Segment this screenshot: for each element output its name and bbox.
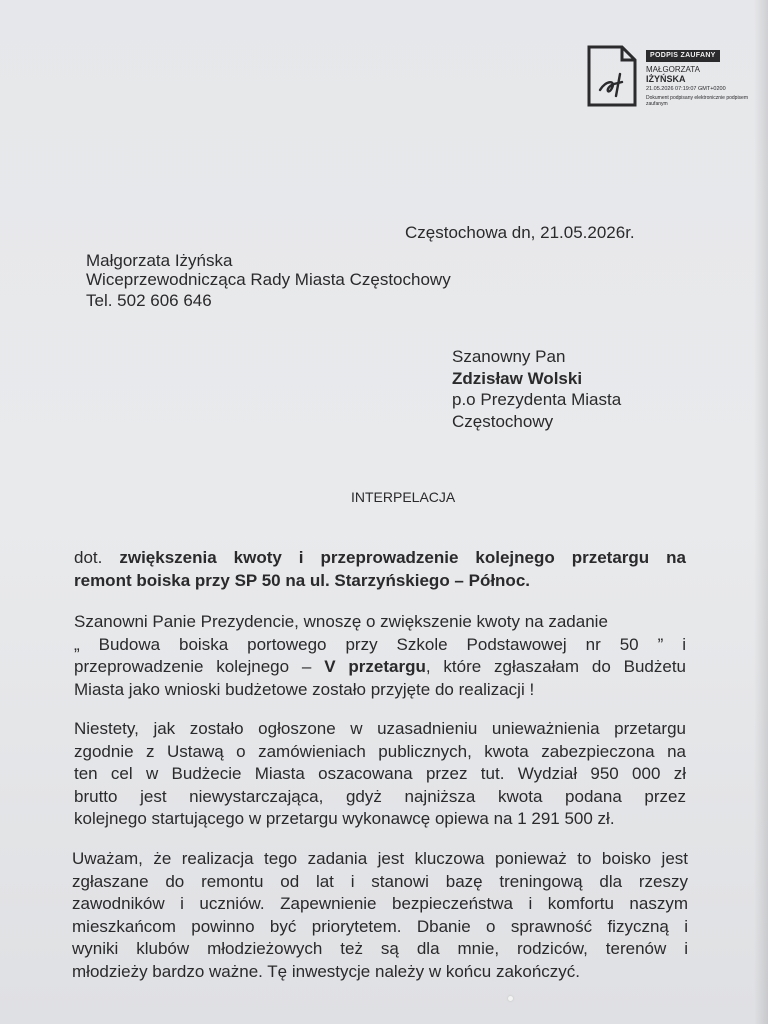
recipient-title-line1: p.o Prezydenta Miasta [452, 390, 622, 409]
p3-line2: zgłaszane do remontu od lat i stanowi bazę treningową dla rzeszy [72, 871, 688, 891]
p2-line1: Niestety, jak zostało ogłoszone w uzasadnieniu unieważnienia przetargu [74, 719, 686, 738]
sender-phone: Tel. 502 606 646 [86, 291, 212, 310]
recipient-salutation: Szanowny Pan [452, 347, 566, 366]
trusted-signature-stamp [586, 44, 756, 110]
sender-role: Wiceprzewodnicząca Rady Miasta Częstochowy [86, 270, 451, 289]
subject-line1: zwiększenia kwoty i przeprowadzenie kolejnego przetargu na [119, 548, 686, 567]
subject-prefix: dot. [74, 548, 103, 567]
p1-line3-end: , które zgłaszałam do Budżetu [425, 657, 686, 676]
paragraph-request [74, 611, 686, 701]
paragraph-justification [72, 848, 688, 983]
page-edge-shadow [754, 0, 768, 1024]
signed-document-icon [586, 44, 638, 108]
paper-speck [508, 996, 513, 1001]
signature-note: Dokument podpisany elektronicznie podpisem zaufanym [646, 95, 749, 107]
signer-last-name: IŻYŃSKA [646, 74, 686, 84]
p3-line4: mieszkańcom powinno być priorytetem. Dbanie o sprawność fizyczną i [72, 916, 688, 936]
p1-line1: Szanowni Panie Prezydencie, wnoszę o zwiększenie kwoty na zadanie [74, 612, 608, 631]
p1-line2: „ Budowa boiska portowego przy Szkole Podstawowej nr 50 ” i [74, 634, 686, 654]
p3-line6: młodzieży bardzo ważne. Tę inwestycje należy w końcu zakończyć. [72, 961, 581, 981]
recipient-name: Zdzisław Wolski [452, 369, 583, 388]
p1-line3-start: przeprowadzenie kolejnego – [74, 657, 312, 676]
signature-timestamp: 21.05.2026 07:19:07 GMT+0200 [646, 86, 726, 92]
subject-block [74, 547, 686, 592]
paragraph-budget [74, 718, 686, 831]
signer-first-name: MAŁGORZATA [646, 65, 700, 74]
p1-line3-bold: V przetargu [324, 657, 426, 676]
p1-line3 [74, 656, 686, 679]
recipient-title-line2: Częstochowy [452, 412, 554, 431]
p2-line5: kolejnego startującego w przetargu wykonawcę opiewa na 1 291 500 zł. [74, 809, 615, 828]
p1-line4: Miasta jako wnioski budżetowe zostało przyjęte do realizacji ! [74, 679, 535, 699]
signature-badge: PODPIS ZAUFANY [646, 50, 720, 62]
place-date: Częstochowa dn, 21.05.2026r. [405, 223, 635, 242]
p3-line5: wyniki klubów młodzieżowych też są dla mnie, rodziców, terenów i [72, 939, 688, 958]
p3-line1: Uważam, że realizacja tego zadania jest kluczowa ponieważ to boisko jest [72, 849, 688, 868]
p2-line3: ten cel w Budżecie Miasta oszacowana przez tut. Wydział 950 000 zł [74, 764, 686, 783]
p3-line3: zawodników i uczniów. Zapewnienie bezpieczeństwa i komfortu naszym [72, 894, 688, 913]
sender-name: Małgorzata Iżyńska [86, 251, 233, 270]
p2-line2: zgodnie z Ustawą o zamówieniach publicznych, kwota zabezpieczona na [74, 741, 686, 761]
subject-line2: remont boiska przy SP 50 na ul. Starzyńskiego – Północ. [74, 570, 530, 590]
document-heading: INTERPELACJA [351, 489, 456, 505]
p2-line4: brutto jest niewystarczająca, gdyż najniższa kwota podana przez [74, 786, 686, 806]
